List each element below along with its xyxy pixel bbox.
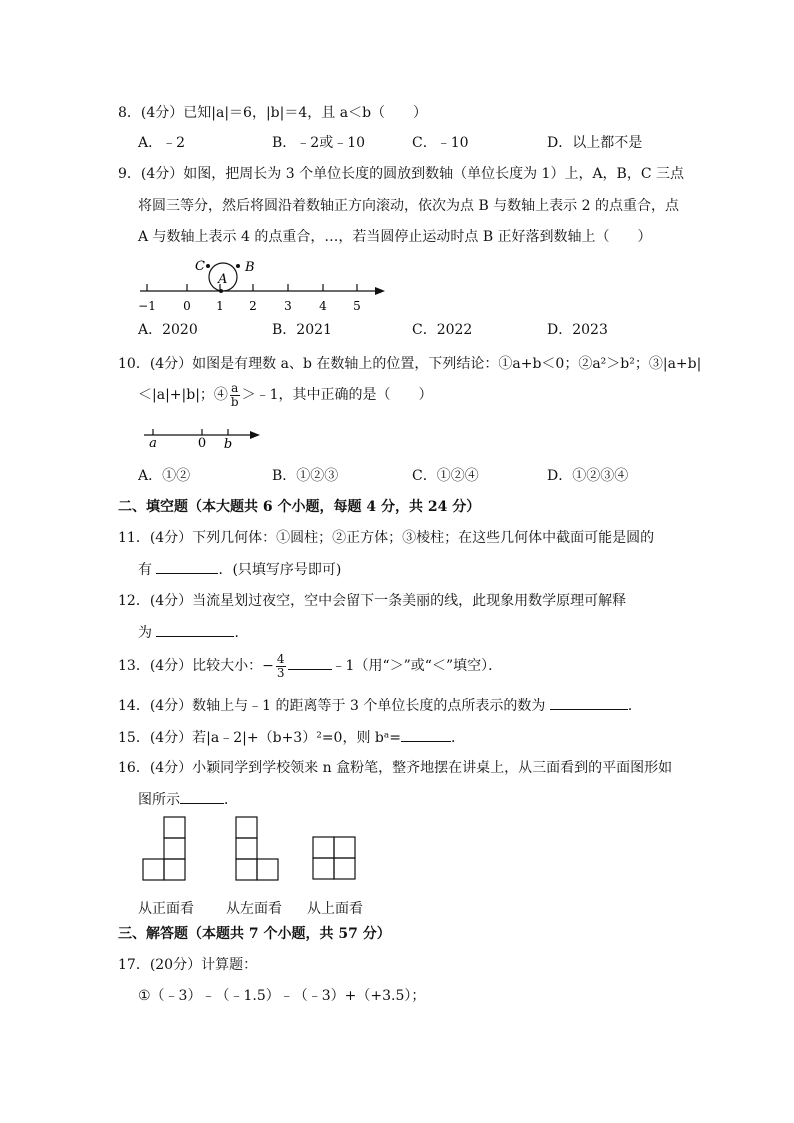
q11-line1: 11．(4分）下列几何体：①圆柱；②正方体；③棱柱；在这些几何体中截面可能是圆的 bbox=[118, 530, 655, 546]
q9-line2: 将圆三等分，然后将圆沿着数轴正方向滚动，依次为点 B 与数轴上表示 2 的点重合，点 bbox=[138, 198, 679, 214]
q16-line1: 16．(4分）小颖同学到学校领来 n 盒粉笔，整齐地摆在讲桌上，从三面看到的平面图形如 bbox=[118, 760, 673, 776]
q11-answer-blank[interactable] bbox=[156, 559, 218, 574]
q16-top-view bbox=[311, 835, 359, 885]
q8-stem: 8．(4分）已知|a|＝6，|b|＝4，且 a＜b（ ） bbox=[118, 105, 428, 121]
q10-label-b: b bbox=[223, 437, 233, 452]
q9-tick-label: 5 bbox=[353, 299, 361, 313]
q16-view-label-left: 从左面看 bbox=[226, 901, 282, 917]
q9-label-a: A bbox=[218, 272, 228, 287]
q12-line2-pre: 为 bbox=[138, 625, 157, 641]
q13-frac-den: 3 bbox=[276, 665, 285, 680]
q9-label-b: B bbox=[245, 260, 255, 275]
q14-post: ． bbox=[627, 698, 642, 714]
q13-answer-blank[interactable] bbox=[288, 655, 332, 670]
q10-line2-post: ＞﹣1，其中正确的是（ ） bbox=[241, 387, 433, 403]
q9-axis-arrow bbox=[375, 287, 385, 295]
q9-tick-label: 0 bbox=[183, 299, 191, 313]
q9-line3: A 与数轴上表示 4 的点重合，…，若当圆停止运动时点 B 正好落到数轴上（ ） bbox=[138, 229, 652, 245]
q10-label-a: a bbox=[149, 436, 157, 451]
q8-option-d: D．以上都不是 bbox=[547, 135, 643, 151]
q9-point-b bbox=[236, 264, 240, 268]
q10-option-c: C．①②④ bbox=[412, 468, 479, 484]
q17-stem: 17．(20分）计算题： bbox=[118, 957, 258, 973]
q9-tick-label: 1 bbox=[216, 299, 224, 313]
q14-pre: 14．(4分）数轴上与﹣1 的距离等于 3 个单位长度的点所表示的数为 bbox=[118, 698, 550, 714]
q9-tick-label: 2 bbox=[249, 299, 257, 313]
q9-option-a: A．2020 bbox=[138, 322, 198, 338]
q16-front-view bbox=[142, 815, 190, 885]
q9-point-a bbox=[219, 289, 223, 293]
q10-axis-arrow bbox=[250, 431, 260, 439]
q8-option-b: B．﹣2或﹣10 bbox=[272, 135, 366, 151]
q9-tick-label: 4 bbox=[319, 299, 327, 313]
q8-option-c: C．﹣10 bbox=[412, 135, 469, 151]
q12-line2 bbox=[138, 622, 248, 643]
q17-part1: ①（﹣3）﹣（﹣1.5）﹣（﹣3）+（+3.5）； bbox=[138, 988, 426, 1004]
q13-line bbox=[118, 651, 502, 681]
q9-tick-label: 3 bbox=[284, 299, 292, 313]
q13-frac-num: 4 bbox=[276, 651, 285, 666]
q9-point-c bbox=[206, 264, 210, 268]
q15-line bbox=[118, 727, 465, 748]
q8-option-a: A．﹣2 bbox=[138, 135, 186, 151]
q10-frac-num: a bbox=[231, 380, 239, 395]
q9-option-d: D．2023 bbox=[547, 322, 608, 338]
q10-option-d: D．①②③④ bbox=[547, 468, 629, 484]
q11-line2-post: ．(只填写序号即可) bbox=[218, 562, 342, 578]
q16-line2-post: ． bbox=[224, 792, 238, 808]
q16-line2 bbox=[138, 789, 238, 810]
q16-line2-pre: 图所示 bbox=[138, 792, 180, 808]
q12-line1: 12．(4分）当流星划过夜空，空中会留下一条美丽的线，此现象用数学原理可解释 bbox=[118, 593, 627, 609]
q9-tick-label: −1 bbox=[138, 299, 156, 313]
q9-line1: 9．(4分）如图，把周长为 3 个单位长度的圆放到数轴（单位长度为 1）上，A，B，C 三点 bbox=[118, 166, 684, 182]
q13-fraction bbox=[276, 653, 286, 680]
q9-label-c: C bbox=[195, 259, 205, 274]
section-2-heading: 二、填空题（本大题共 6 个小题，每题 4 分，共 24 分） bbox=[118, 499, 481, 515]
q11-line2-pre: 有 bbox=[138, 562, 157, 578]
q14-line bbox=[118, 695, 642, 716]
q13-pre: 13．(4分）比较大小：− bbox=[118, 658, 274, 674]
section-3-heading: 三、解答题（本题共 7 个小题，共 57 分） bbox=[118, 926, 391, 942]
q9-option-b: B．2021 bbox=[272, 322, 332, 338]
q9-option-c: C．2022 bbox=[412, 322, 473, 338]
q10-fraction bbox=[230, 382, 240, 409]
q9-number-line-figure bbox=[135, 252, 395, 318]
q16-view-label-top: 从上面看 bbox=[307, 901, 363, 917]
q15-pre: 15．(4分）若|a﹣2|+（b+3）²=0，则 bᵃ= bbox=[118, 730, 401, 746]
q16-answer-blank[interactable] bbox=[180, 789, 224, 804]
q13-post: ﹣1（用“＞”或“＜”填空）． bbox=[331, 658, 503, 674]
q10-option-b: B．①②③ bbox=[272, 468, 339, 484]
q15-answer-blank[interactable] bbox=[401, 727, 451, 742]
q12-line2-post: ． bbox=[234, 625, 249, 641]
q10-frac-den: b bbox=[230, 394, 239, 409]
q9-ticks bbox=[147, 284, 357, 291]
q10-label-zero: 0 bbox=[197, 436, 207, 451]
q16-left-view bbox=[234, 815, 282, 885]
q10-option-a: A．①② bbox=[138, 468, 191, 484]
q15-post: ． bbox=[451, 730, 465, 746]
q11-line2 bbox=[138, 559, 341, 580]
q16-view-label-front: 从正面看 bbox=[138, 901, 194, 917]
q10-number-line-figure bbox=[140, 424, 270, 452]
q10-line2 bbox=[138, 380, 433, 410]
q10-line1: 10．(4分）如图是有理数 a、b 在数轴上的位置，下列结论：①a+b＜0；②a²＞b²；③|a+b| bbox=[118, 356, 702, 372]
q14-answer-blank[interactable] bbox=[550, 695, 628, 710]
q12-answer-blank[interactable] bbox=[156, 622, 234, 637]
q10-line2-pre: ＜|a|+|b|；④ bbox=[138, 387, 228, 403]
